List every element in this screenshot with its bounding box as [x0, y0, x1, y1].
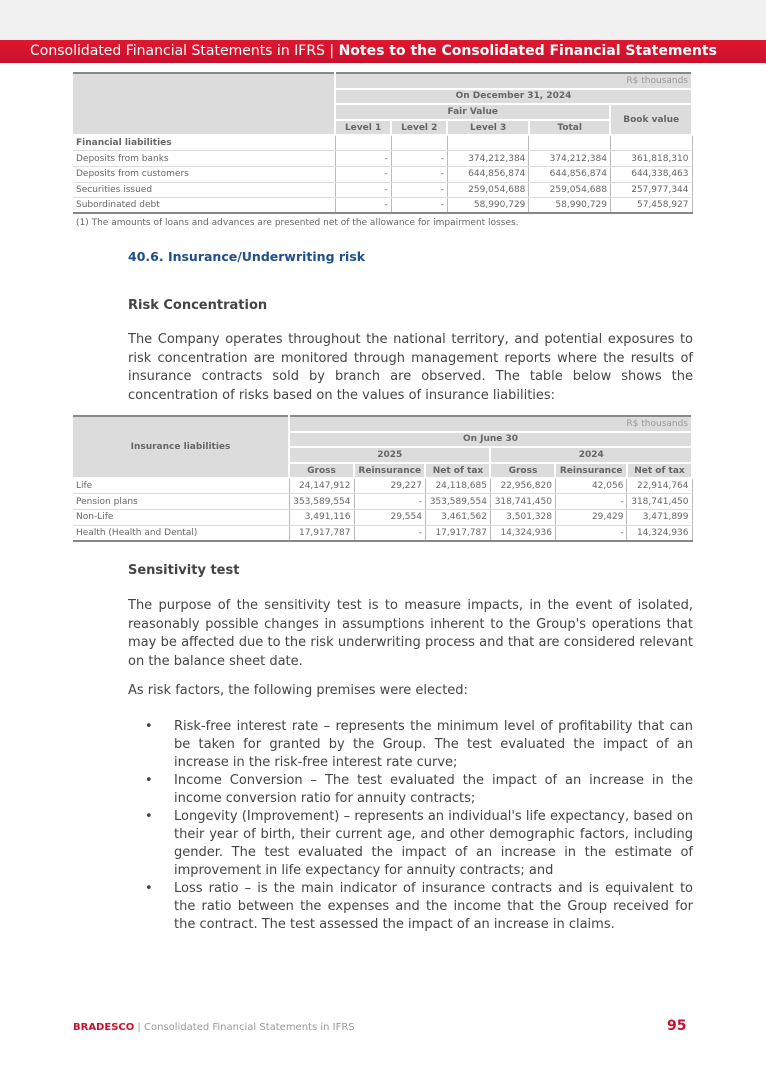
- footer-separator: |: [134, 1022, 144, 1033]
- column-header: Level 1: [335, 120, 391, 136]
- risk-concentration-text: The Company operates throughout the national territory, and potential exposures to risk concentration are monitored through management reports where the results of insurance contracts sold by branch are observed. The table below shows the concentration of risks based on the values of insurance liabilities:: [128, 332, 693, 403]
- header-left: Consolidated Financial Statements in IFRS |: [30, 43, 335, 59]
- footer-brand: BRADESCO: [73, 1022, 135, 1033]
- cell-value: -: [335, 198, 391, 214]
- list-item: • Longevity (Improvement) – represents an individual's life expectancy, based on their year of birth, their current age, and other demographic factors, including gender. The test evaluated the impact of an increase in the estimate of improvement in life expectancy for annuity contracts; and: [128, 808, 693, 880]
- cell-value: 353,589,554: [289, 494, 354, 510]
- cell-value: 14,324,936: [490, 525, 555, 541]
- cell-value: -: [354, 494, 425, 510]
- unit-label: R$ thousands: [335, 73, 692, 89]
- column-header: Total: [529, 120, 611, 136]
- page-header-band: [0, 40, 766, 63]
- cell-value: -: [335, 151, 391, 167]
- year-header: 2024: [490, 447, 692, 463]
- blank-header: [73, 73, 335, 135]
- row-label: Deposits from customers: [73, 167, 335, 183]
- list-item: • Income Conversion – The test evaluated the impact of an increase in the income conversion ratio for annuity contracts;: [128, 772, 693, 808]
- risk-concentration-title: Risk Concentration: [128, 298, 268, 313]
- column-header: Level 2: [391, 120, 447, 136]
- table-row: [73, 167, 692, 183]
- row-label: Non-Life: [73, 510, 289, 526]
- cell-value: 3,461,562: [425, 510, 490, 526]
- footer: [73, 1022, 355, 1033]
- cell-value: 29,554: [354, 510, 425, 526]
- section-label: Financial liabilities: [73, 135, 335, 151]
- cell-value: 353,589,554: [425, 494, 490, 510]
- cell-value: 17,917,787: [425, 525, 490, 541]
- table-row: [73, 525, 692, 541]
- cell-value: -: [335, 182, 391, 198]
- footer-text: Consolidated Financial Statements in IFRS: [143, 1022, 355, 1033]
- cell-value: 318,741,450: [627, 494, 692, 510]
- cell-value: 17,917,787: [289, 525, 354, 541]
- cell-value: 57,458,927: [610, 198, 692, 214]
- cell-value: -: [354, 525, 425, 541]
- sensitivity-text: The purpose of the sensitivity test is to measure impacts, in the event of isolated, reasonably possible changes in assumptions inherent to the Group's operations that may be affected due to the risk underwriting process and that are considered relevant on the balance sheet date.: [128, 598, 693, 669]
- row-label: Subordinated debt: [73, 198, 335, 214]
- cell-value: 3,501,328: [490, 510, 555, 526]
- column-header: Net of tax: [425, 463, 490, 479]
- column-header: Reinsurance: [555, 463, 626, 479]
- cell-value: -: [555, 525, 626, 541]
- section-title: 40.6. Insurance/Underwriting risk: [128, 249, 366, 264]
- cell-value: -: [391, 198, 447, 214]
- cell-value: 259,054,688: [447, 182, 529, 198]
- row-header: Insurance liabilities: [73, 416, 289, 478]
- column-header: Level 3: [447, 120, 529, 136]
- cell-value: -: [391, 167, 447, 183]
- table-row: [73, 182, 692, 198]
- cell-value: 259,054,688: [529, 182, 611, 198]
- sensitivity-title: Sensitivity test: [128, 563, 240, 578]
- table-footnote: (1) The amounts of loans and advances are presented net of the allowance for impairment losses.: [76, 218, 519, 228]
- column-header: Net of tax: [627, 463, 692, 479]
- cell-value: 22,956,820: [490, 478, 555, 494]
- top-strip: [0, 0, 766, 40]
- cell-value: 3,471,899: [627, 510, 692, 526]
- cell-value: 644,856,874: [529, 167, 611, 183]
- row-label: Deposits from banks: [73, 151, 335, 167]
- cell-value: 42,056: [555, 478, 626, 494]
- header-right: Notes to the Consolidated Financial Statements: [338, 43, 717, 59]
- year-header: 2025: [289, 447, 490, 463]
- list-item: • Loss ratio – is the main indicator of insurance contracts and is equivalent to the ratio between the expenses and the income that the Group received for the contract. The test assessed the impact of an increase in claims.: [128, 880, 693, 934]
- period-header: On June 30: [289, 432, 692, 448]
- cell-value: 24,147,912: [289, 478, 354, 494]
- table-row: [73, 151, 692, 167]
- table-row: [73, 510, 692, 526]
- table-row: [73, 198, 692, 214]
- cell-value: 361,818,310: [610, 151, 692, 167]
- cell-value: 374,212,384: [529, 151, 611, 167]
- row-label: Securities issued: [73, 182, 335, 198]
- cell-value: 318,741,450: [490, 494, 555, 510]
- table-row: [73, 494, 692, 510]
- cell-value: 3,491,116: [289, 510, 354, 526]
- cell-value: -: [391, 182, 447, 198]
- cell-value: 14,324,936: [627, 525, 692, 541]
- cell-value: -: [555, 494, 626, 510]
- cell-value: 58,990,729: [447, 198, 529, 214]
- insurance-liabilities-table: [73, 415, 693, 542]
- risk-factors-list: [128, 718, 693, 934]
- financial-liabilities-table: [73, 72, 693, 214]
- cell-value: 24,118,685: [425, 478, 490, 494]
- cell-value: 257,977,344: [610, 182, 692, 198]
- cell-value: -: [335, 167, 391, 183]
- column-header: Reinsurance: [354, 463, 425, 479]
- column-header: Gross: [289, 463, 354, 479]
- table-row: [73, 478, 692, 494]
- unit-label: R$ thousands: [289, 416, 692, 432]
- page-number: 95: [667, 1018, 687, 1034]
- list-item: • Risk-free interest rate – represents the minimum level of profitability that can be taken for granted by the Group. The test evaluated the impact of an increase in the risk-free interest rate curve;: [128, 718, 693, 772]
- cell-value: 29,429: [555, 510, 626, 526]
- column-header: Gross: [490, 463, 555, 479]
- book-value-header: Book value: [610, 104, 692, 135]
- row-label: Health (Health and Dental): [73, 525, 289, 541]
- cell-value: 644,856,874: [447, 167, 529, 183]
- cell-value: 58,990,729: [529, 198, 611, 214]
- risk-factors-intro: As risk factors, the following premises were elected:: [128, 683, 468, 698]
- row-label: Pension plans: [73, 494, 289, 510]
- cell-value: 644,338,463: [610, 167, 692, 183]
- period-header: On December 31, 2024: [335, 89, 692, 105]
- row-label: Life: [73, 478, 289, 494]
- fair-value-header: Fair Value: [335, 104, 610, 120]
- cell-value: 374,212,384: [447, 151, 529, 167]
- cell-value: -: [391, 151, 447, 167]
- cell-value: 29,227: [354, 478, 425, 494]
- cell-value: 22,914,764: [627, 478, 692, 494]
